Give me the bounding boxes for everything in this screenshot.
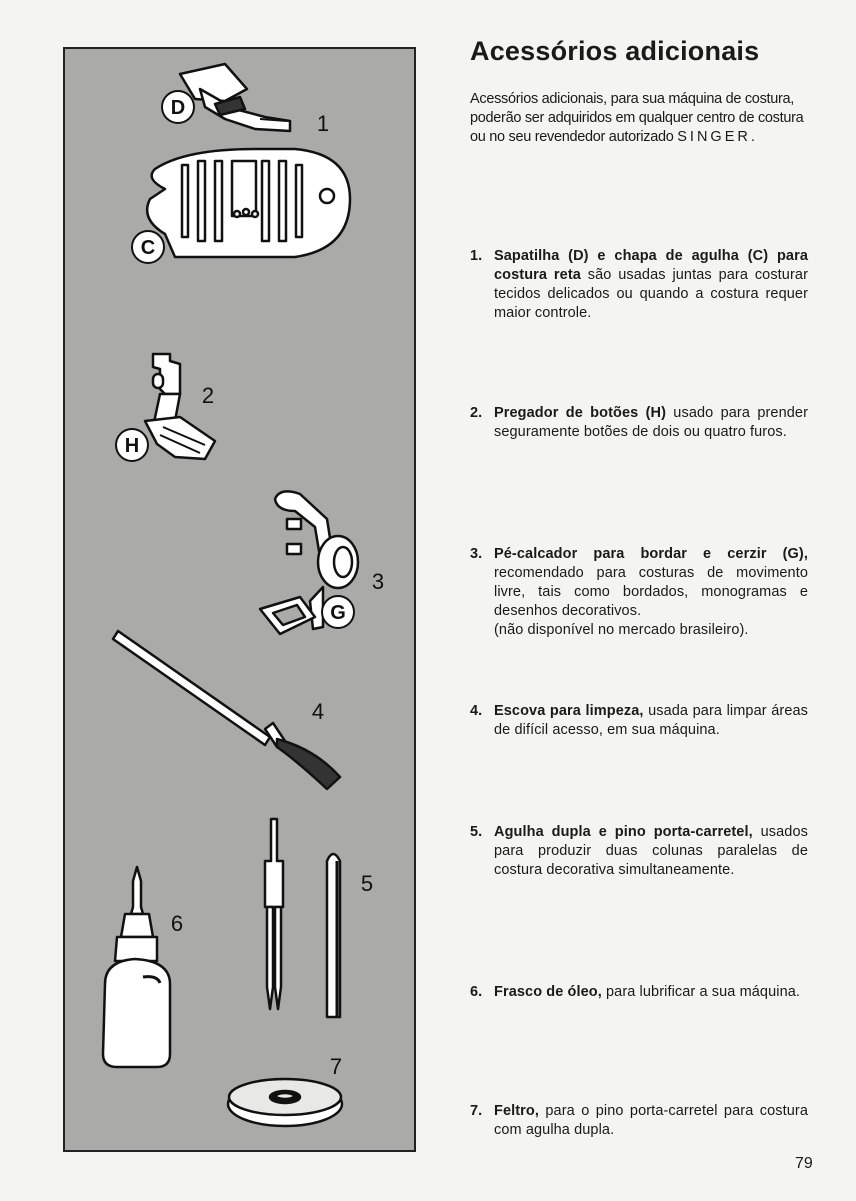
figure-number-1: 1 [316, 111, 330, 136]
needle-plate-icon [147, 149, 350, 257]
item-heading: Frasco de óleo, [494, 984, 602, 1000]
list-item [470, 823, 808, 880]
callout-c-label: C [140, 237, 156, 259]
list-item [470, 702, 808, 740]
spool-pin-icon [327, 854, 340, 1017]
brand-name: SINGER. [677, 129, 758, 145]
item-heading: Sapatilha (D) e chapa de agulha (C) para costura reta [494, 248, 808, 283]
list-item [470, 247, 808, 323]
twin-needle-icon [265, 819, 283, 1009]
item-note: (não disponível no mercado brasileiro). [494, 622, 749, 638]
item-number: 1. [470, 248, 483, 264]
item-description: para o pino porta-carretel para costura com agulha dupla. [494, 1103, 808, 1138]
callout-d-label: D [170, 97, 186, 119]
callout-g-label: G [330, 602, 346, 624]
figure-number-6: 6 [170, 911, 184, 936]
item-heading: Agulha dupla e pino porta-carretel, [494, 824, 753, 840]
accessories-illustration-panel [63, 47, 416, 1152]
item-heading: Escova para limpeza, [494, 703, 644, 719]
figure-number-7: 7 [329, 1054, 343, 1079]
list-item [470, 1102, 808, 1140]
page-number: 79 [795, 1155, 813, 1172]
intro-paragraph [470, 90, 810, 147]
list-item [470, 983, 808, 1002]
item-description: para lubrificar a sua máquina. [601, 984, 801, 1000]
item-number: 6. [470, 984, 483, 1000]
item-number: 3. [470, 546, 483, 562]
oil-bottle-icon [103, 867, 170, 1067]
list-item [470, 404, 808, 442]
item-description: usada para limpar áreas de difícil acesso, em sua máquina. [494, 703, 809, 738]
item-description: são usadas juntas para costurar tecidos delicados ou quando a costura requer maior controle. [494, 267, 808, 321]
intro-text: Acessórios adicionais, para sua máquina de costura, poderão ser adquiridos em qualquer centro de costura ou no seu revendedor autorizado [470, 91, 804, 145]
figure-number-4: 4 [311, 699, 325, 724]
list-item [470, 545, 808, 640]
item-description: recomendado para costuras de movimento livre, tais como bordados, monogramas e desenhos decorativos. [494, 565, 808, 619]
item-number: 7. [470, 1103, 483, 1119]
felt-pad-icon [228, 1079, 342, 1126]
item-number: 4. [470, 703, 483, 719]
item-number: 5. [470, 824, 483, 840]
item-description: usado para prender seguramente botões de dois ou quatro furos. [494, 405, 808, 440]
item-description: usados para produzir duas colunas paralelas de costura decorativa simultaneamente. [494, 824, 808, 878]
straight-stitch-foot-icon [180, 64, 290, 131]
figure-number-2: 2 [201, 383, 215, 408]
item-heading: Pé-calcador para bordar e cerzir (G), [494, 546, 808, 562]
accessories-illustration [65, 49, 416, 1152]
cleaning-brush-icon [113, 631, 340, 789]
item-heading: Feltro, [494, 1103, 540, 1119]
callout-h-label: H [124, 435, 140, 457]
figure-number-5: 5 [360, 871, 374, 896]
figure-number-3: 3 [371, 569, 385, 594]
item-heading: Pregador de botões (H) [494, 405, 667, 421]
item-number: 2. [470, 405, 483, 421]
page-title: Acessórios adicionais [470, 36, 760, 66]
